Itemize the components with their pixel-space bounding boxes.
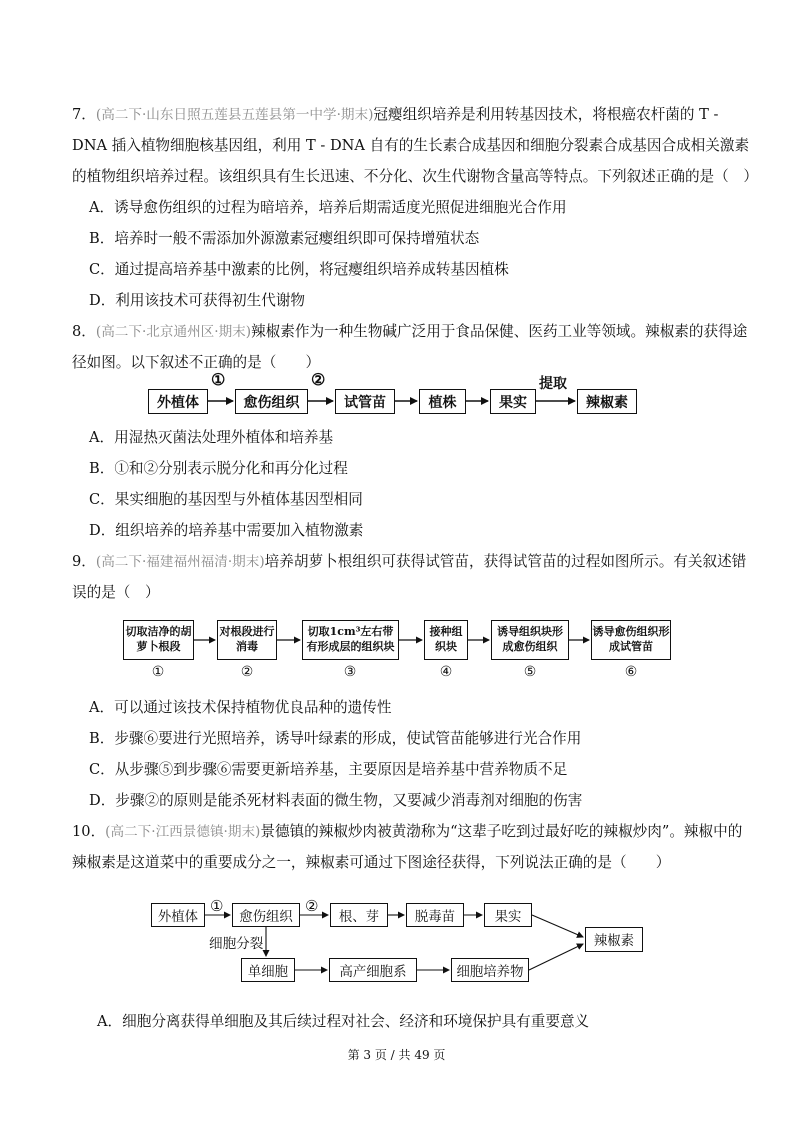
page-footer: 第 3 页 / 共 49 页 bbox=[347, 1048, 446, 1062]
q10-number: 10． bbox=[72, 823, 106, 840]
q9-box-1: 切取洁净的胡萝卜根段 bbox=[123, 620, 194, 660]
q10-stem-2: 辣椒素是这道菜中的重要成分之一，辣椒素可通过下图途径获得，下列说法正确的是（ ） bbox=[72, 854, 671, 871]
q8-stem-2: 径如图。以下叙述不正确的是（ ） bbox=[72, 354, 321, 371]
q10-box-roots-buds: 根、芽 bbox=[330, 903, 388, 927]
q7-source: (高二下·山东日照五莲县五莲县第一中学·期末) bbox=[95, 107, 374, 123]
q9-option-d: D．步骤②的原则是能杀死材料表面的微生物，又要减少消毒剂对细胞的伤害 bbox=[89, 792, 583, 809]
q10-arrow-5 bbox=[532, 915, 583, 937]
q8-stem-1: 辣椒素作为一种生物碱广泛用于食品保健、医药工业等领域。辣椒素的获得途 bbox=[251, 323, 748, 340]
q9-box-4: 接种组织块 bbox=[424, 620, 468, 660]
q9-source: (高二下·福建福州福清·期末) bbox=[95, 554, 265, 570]
q8-box-plant: 植株 bbox=[419, 389, 466, 414]
q10-label-cell-division: 细胞分裂 bbox=[209, 936, 264, 952]
q9-number: 9． bbox=[72, 553, 96, 570]
q7-option-d: D．利用该技术可获得初生代谢物 bbox=[89, 292, 306, 309]
q8-box-fruit: 果实 bbox=[490, 389, 536, 414]
q10-box-explant: 外植体 bbox=[151, 903, 205, 927]
q9-box-2: 对根段进行消毒 bbox=[217, 620, 277, 660]
q10-box-callus: 愈伤组织 bbox=[232, 903, 300, 927]
q8-box-capsaicin: 辣椒素 bbox=[577, 389, 637, 414]
q8-option-d: D．组织培养的培养基中需要加入植物激素 bbox=[89, 522, 364, 539]
q10-box-capsaicin: 辣椒素 bbox=[585, 927, 643, 952]
q7-option-c: C．通过提高培养基中激素的比例，将冠瘿组织培养成转基因植株 bbox=[89, 261, 509, 278]
q8-box-callus: 愈伤组织 bbox=[235, 389, 308, 414]
q10-label-1: ① bbox=[210, 897, 224, 915]
q9-step-4: ④ bbox=[439, 664, 453, 680]
q10-arrows bbox=[205, 915, 583, 970]
q9-box-3: 切取1cm³左右带有形成层的组织块 bbox=[302, 620, 399, 660]
q10-arrow-9 bbox=[529, 944, 583, 970]
q7-stem-3: 的植物组织培养过程。该组织具有生长迅速、不分化、次生代谢物含量高等特点。下列叙述正确的是（ ） bbox=[72, 168, 758, 185]
q7-option-b: B．培养时一般不需添加外源激素冠瘿组织即可保持增殖状态 bbox=[89, 230, 480, 247]
q9-box-6: 诱导愈伤组织形成试管苗 bbox=[591, 620, 671, 660]
q8-number: 8． bbox=[72, 323, 96, 340]
q8-label-1: ① bbox=[211, 370, 226, 389]
q10-label-2: ② bbox=[305, 897, 319, 915]
q8-source: (高二下·北京通州区·期末) bbox=[95, 324, 252, 340]
q9-box-5: 诱导组织块形成愈伤组织 bbox=[491, 620, 569, 660]
q10-box-single-cell: 单细胞 bbox=[241, 958, 295, 982]
q9-step-2: ② bbox=[240, 664, 254, 680]
q7-stem-2: DNA 插入植物细胞核基因组，利用 T - DNA 自有的生长素合成基因和细胞分裂素合成基因合成相关激素 bbox=[72, 137, 750, 154]
q10-source: (高二下·江西景德镇·期末) bbox=[105, 824, 261, 840]
q8-option-a: A．用湿热灭菌法处理外植体和培养基 bbox=[89, 429, 334, 446]
q9-stem-2: 误的是（ ） bbox=[72, 584, 160, 601]
q10-stem-1: 景德镇的辣椒炒肉被黄渤称为“这辈子吃到过最好吃的辣椒炒肉”。辣椒中的 bbox=[260, 823, 743, 840]
q9-option-a: A．可以通过该技术保持植物优良品种的遗传性 bbox=[89, 699, 392, 716]
q10-box-virus-free: 脱毒苗 bbox=[406, 903, 464, 927]
q9-option-c: C．从步骤⑤到步骤⑥需要更新培养基，主要原因是培养基中营养物质不足 bbox=[89, 761, 568, 778]
q7-number: 7． bbox=[72, 106, 96, 123]
q9-stem-1: 培养胡萝卜根组织可获得试管苗，获得试管苗的过程如图所示。有关叙述错 bbox=[264, 553, 747, 570]
q9-step-1: ① bbox=[151, 664, 165, 680]
q8-option-b: B．①和②分别表示脱分化和再分化过程 bbox=[89, 460, 348, 477]
q10-box-cell-line: 高产细胞系 bbox=[329, 958, 417, 982]
q9-step-6: ⑥ bbox=[624, 664, 638, 680]
q10-option-a: A．细胞分离获得单细胞及其后续过程对社会、经济和环境保护具有重要意义 bbox=[97, 1013, 590, 1030]
q9-step-3: ③ bbox=[343, 664, 357, 680]
q10-box-fruit: 果实 bbox=[484, 903, 532, 927]
q10-box-cell-culture: 细胞培养物 bbox=[451, 958, 529, 982]
q8-option-c: C．果实细胞的基因型与外植体基因型相同 bbox=[89, 491, 363, 508]
q8-label-extract: 提取 bbox=[539, 376, 567, 392]
q9-option-b: B．步骤⑥要进行光照培养，诱导叶绿素的形成，使试管苗能够进行光合作用 bbox=[89, 730, 582, 747]
q7-stem-1: 冠瘿组织培养是利用转基因技术，将根癌农杆菌的 T - bbox=[373, 106, 719, 123]
q9-step-5: ⑤ bbox=[523, 664, 537, 680]
q8-box-explant: 外植体 bbox=[148, 389, 208, 414]
q8-box-seedling: 试管苗 bbox=[335, 389, 395, 414]
q8-label-2: ② bbox=[311, 370, 326, 389]
q7-option-a: A．诱导愈伤组织的过程为暗培养，培养后期需适度光照促进细胞光合作用 bbox=[89, 199, 567, 216]
